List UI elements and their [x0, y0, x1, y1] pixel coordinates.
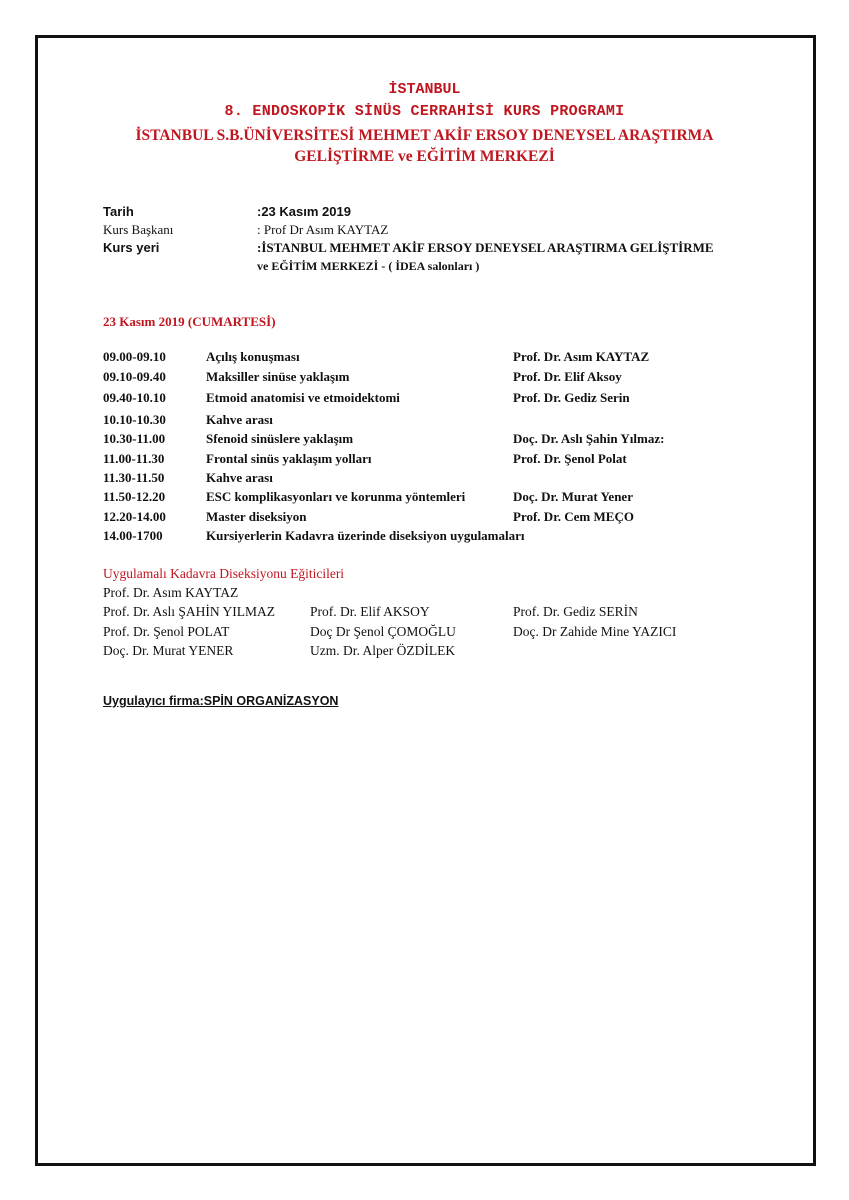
program-time: 11.50-12.20: [103, 489, 166, 504]
program-row: [0, 451, 849, 471]
program-row: [0, 470, 849, 490]
trainer-name: Prof. Dr. Elif AKSOY: [310, 604, 430, 619]
program-topic: Kahve arası: [206, 412, 273, 427]
institution-line-2: GELİŞTİRME ve EĞİTİM MERKEZİ: [294, 148, 555, 165]
program-time: 10.30-11.00: [103, 431, 166, 446]
program-speaker: Prof. Dr. Elif Aksoy: [513, 369, 622, 384]
program-topic: Frontal sinüs yaklaşım yolları: [206, 451, 372, 466]
trainer-name: Prof. Dr. Asım KAYTAZ: [103, 585, 239, 600]
program-time: 12.20-14.00: [103, 509, 166, 524]
program-row: [0, 412, 849, 432]
program-speaker: Prof. Dr. Cem MEÇO: [513, 509, 634, 524]
program-row: [0, 390, 849, 410]
trainer-name: Doç. Dr. Murat YENER: [103, 643, 234, 658]
trainer-name: Prof. Dr. Şenol POLAT: [103, 624, 230, 639]
program-time: 09.00-09.10: [103, 349, 166, 364]
trainer-name: Uzm. Dr. Alper ÖZDİLEK: [310, 643, 456, 658]
chair-label: Kurs Başkanı: [103, 222, 174, 237]
program-topic: Sfenoid sinüslere yaklaşım: [206, 431, 354, 446]
header-city: İSTANBUL: [388, 81, 461, 98]
trainers-title: Uygulamalı Kadavra Diseksiyonu Eğiticileri: [103, 566, 345, 581]
venue-label: Kurs yeri: [103, 240, 160, 255]
date-label: Tarih: [103, 204, 134, 219]
program-topic: Açılış konuşması: [206, 349, 300, 364]
program-topic: Etmoid anatomisi ve etmoidektomi: [206, 390, 400, 405]
program-speaker: Doç. Dr. Aslı Şahin Yılmaz:: [513, 431, 665, 446]
trainer-name: Prof. Dr. Gediz SERİN: [513, 604, 638, 619]
program-row: [0, 369, 849, 389]
program-topic: Master diseksiyon: [206, 509, 307, 524]
chair-value: : Prof Dr Asım KAYTAZ: [257, 222, 389, 237]
program-speaker: Prof. Dr. Asım KAYTAZ: [513, 349, 650, 364]
program-title: 8. ENDOSKOPİK SİNÜS CERRAHİSİ KURS PROGRAMI: [224, 103, 625, 120]
organizer-line: Uygulayıcı firma:SPİN ORGANİZASYON: [103, 694, 339, 708]
program-speaker: Doç. Dr. Murat Yener: [513, 489, 633, 504]
program-row: [0, 349, 849, 369]
program-row: [0, 528, 849, 548]
program-topic: ESC komplikasyonları ve korunma yöntemleri: [206, 489, 466, 504]
program-time: 14.00-1700: [103, 528, 163, 543]
program-time: 11.00-11.30: [103, 451, 165, 466]
trainer-name: Doç. Dr Zahide Mine YAZICI: [513, 624, 677, 639]
program-time: 10.10-10.30: [103, 412, 166, 427]
day-heading: 23 Kasım 2019 (CUMARTESİ): [103, 314, 276, 329]
program-speaker: Prof. Dr. Gediz Serin: [513, 390, 630, 405]
program-time: 09.40-10.10: [103, 390, 166, 405]
program-row: [0, 431, 849, 451]
venue-value-line-2: ve EĞİTİM MERKEZİ - ( İDEA salonları ): [257, 259, 480, 273]
program-topic: Kahve arası: [206, 470, 273, 485]
program-row: [0, 509, 849, 529]
institution-line-1: İSTANBUL S.B.ÜNİVERSİTESİ MEHMET AKİF ERSOY DENEYSEL ARAŞTIRMA: [135, 127, 714, 144]
program-topic: Kursiyerlerin Kadavra üzerinde diseksiyon uygulamaları: [206, 528, 525, 543]
venue-value-line-1: :İSTANBUL MEHMET AKİF ERSOY DENEYSEL ARAŞTIRMA GELİŞTİRME: [257, 240, 714, 255]
date-value: :23 Kasım 2019: [257, 204, 351, 219]
trainer-name: Doç Dr Şenol ÇOMOĞLU: [310, 624, 456, 639]
trainer-name: Prof. Dr. Aslı ŞAHİN YILMAZ: [103, 604, 275, 619]
program-time: 09.10-09.40: [103, 369, 166, 384]
program-topic: Maksiller sinüse yaklaşım: [206, 369, 350, 384]
program-time: 11.30-11.50: [103, 470, 165, 485]
program-row: [0, 489, 849, 509]
program-speaker: Prof. Dr. Şenol Polat: [513, 451, 627, 466]
